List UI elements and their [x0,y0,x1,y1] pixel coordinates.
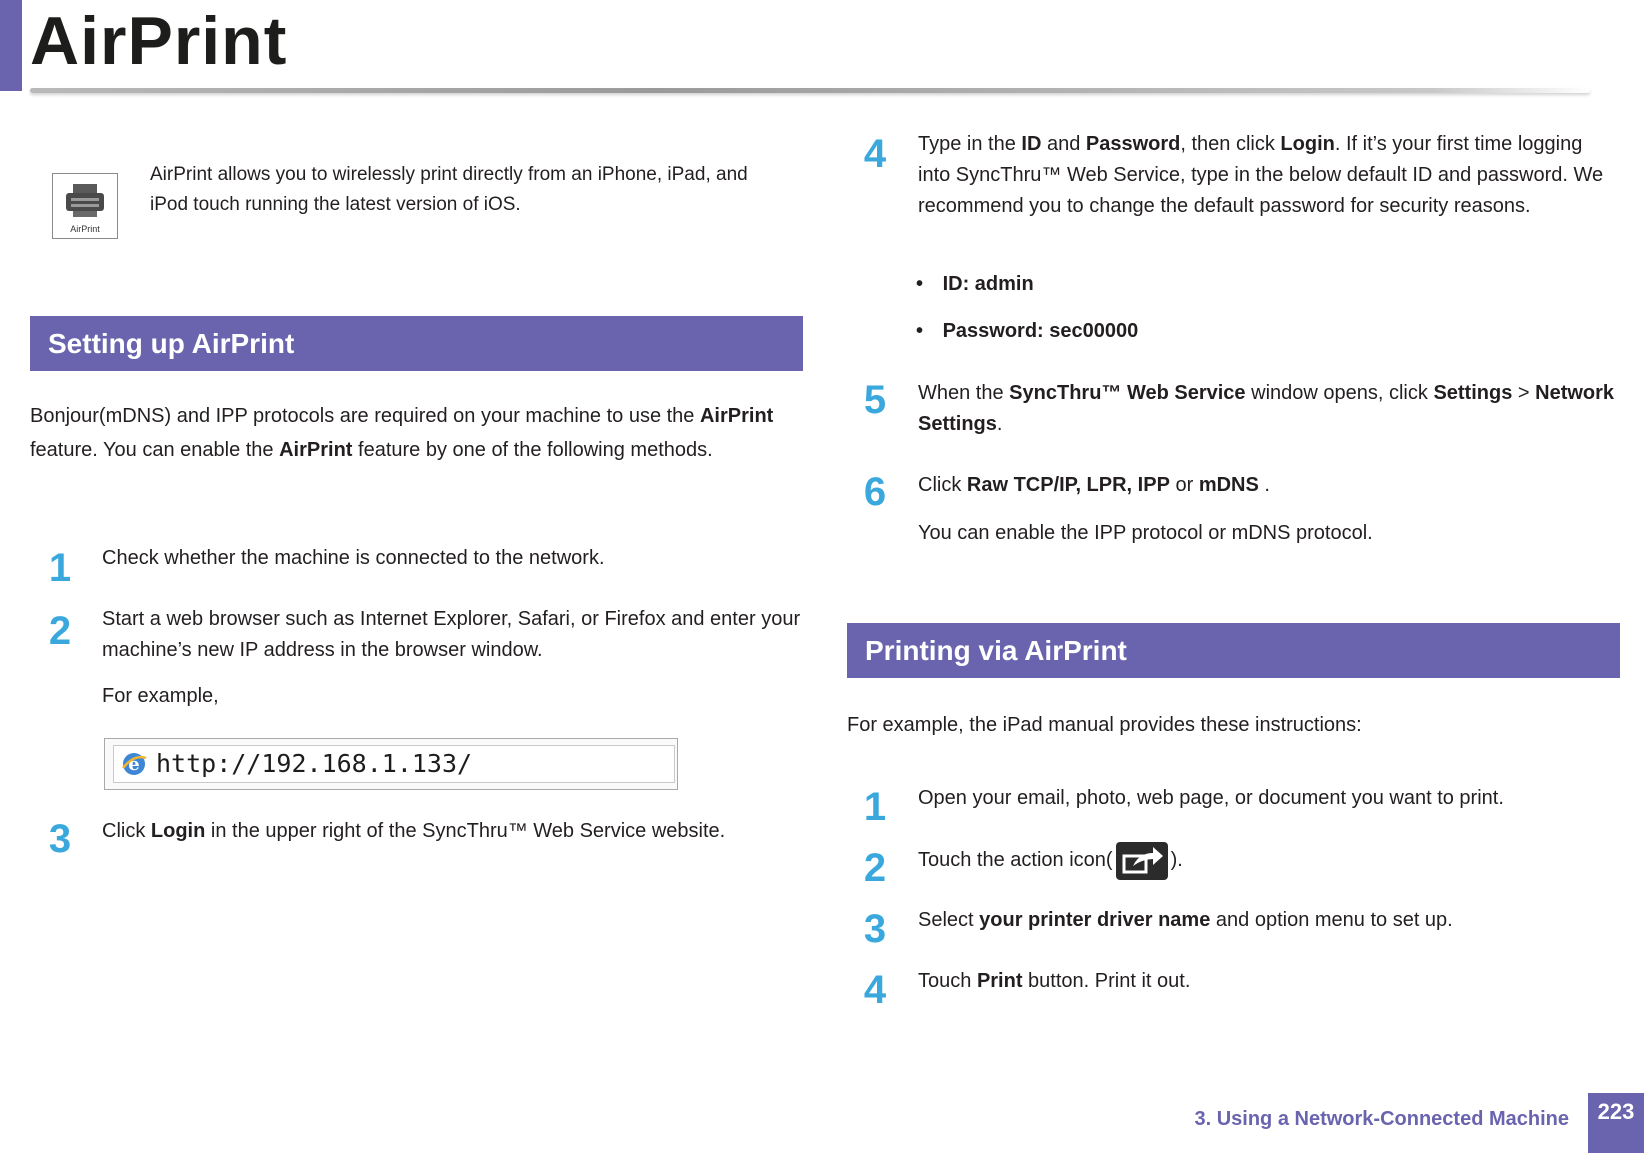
svg-text:e: e [128,754,140,775]
step-subtext: You can enable the IPP protocol or mDNS protocol. [918,522,1373,544]
action-share-icon [1115,841,1169,881]
ie-browser-icon [120,750,148,778]
step-text: Check whether the machine is connected to the network. [102,547,605,569]
step-text: Select your printer driver name and option menu to set up. [918,909,1453,931]
bullet-item: • Password: sec00000 [916,320,1139,342]
step-number: 6 [863,470,887,514]
airprint-logo [52,173,118,239]
step-text: Click Login in the upper right of the SyncThru™ Web Service website. [102,820,726,842]
printer-icon [53,178,117,228]
step-number: 1 [48,546,72,590]
page-number: 223 [1588,1093,1644,1153]
airprint-logo-label: AirPrint [70,224,100,234]
step-number: 3 [863,907,887,951]
url-text: http://192.168.1.133/ [156,749,473,778]
footer-chapter: 3. Using a Network-Connected Machine [1194,1108,1569,1130]
page-title: AirPrint [30,3,288,79]
bullet-item: • ID: admin [916,273,1034,295]
setup-intro-paragraph: Bonjour(mDNS) and IPP protocols are required on your machine to use the AirPrint feature. You can enable the AirPrint feature by one of the following methods. [30,405,774,461]
step-text: Touch the action icon( ). [918,838,1618,882]
step-text: Open your email, photo, web page, or document you want to print. [918,787,1504,809]
section-heading-printing: Printing via AirPrint [847,623,1620,678]
step-text: Type in the ID and Password, then click Login. If it’s your first time logging into SyncThru™ Web Service, type in the below default ID and password. We recommend you to change the default password for security reasons. [918,133,1604,217]
step-number: 2 [863,846,887,890]
step-subtext: For example, [102,685,219,707]
step-text: When the SyncThru™ Web Service window opens, click Settings > Network Settings. [918,382,1615,435]
step-number: 3 [48,817,72,861]
step-number: 2 [48,609,72,653]
step-number: 1 [863,785,887,829]
step-text: Click Raw TCP/IP, LPR, IPP or mDNS . [918,474,1270,496]
step-number: 5 [863,378,887,422]
step-text: Touch Print button. Print it out. [918,970,1191,992]
step-number: 4 [863,968,887,1012]
step-number: 4 [863,132,887,176]
intro-text: AirPrint allows you to wirelessly print directly from an iPhone, iPad, and iPod touch running the latest version of iOS. [150,164,748,215]
section-heading-setting-up: Setting up AirPrint [30,316,803,371]
browser-address-bar [104,738,678,790]
step-text: Start a web browser such as Internet Explorer, Safari, or Firefox and enter your machine’s new IP address in the browser window. [102,608,801,661]
title-divider [30,88,1590,93]
printing-intro-paragraph: For example, the iPad manual provides these instructions: [847,714,1362,736]
title-accent-bar [0,0,22,91]
